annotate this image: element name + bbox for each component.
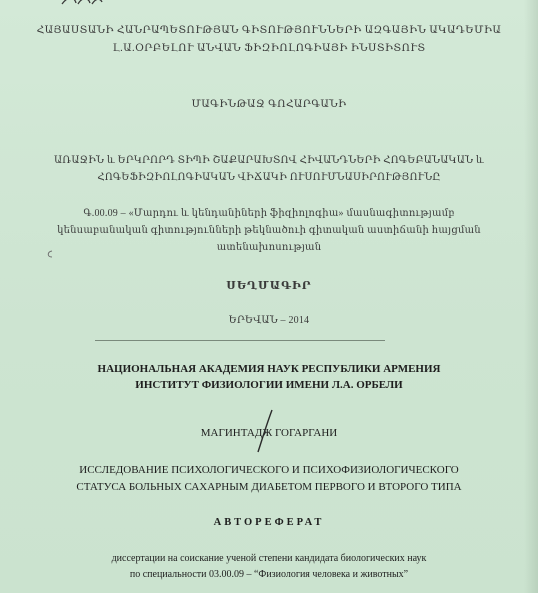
russian-dissertation-line2: по специальности 03.00.09 – “Физиология человека и животных” [129, 569, 409, 580]
russian-institution-line2: ИНСТИТУТ ФИЗИОЛОГИИ ИМЕНИ Л.А. ОРБЕЛИ [135, 379, 403, 391]
russian-title-line1: ИССЛЕДОВАНИЕ ПСИХОЛОГИЧЕСКОГО И ПСИХОФИЗИОЛОГИЧЕСКОГО [79, 464, 459, 476]
armenian-title-line1: ԱՌԱՋԻՆ և ԵՐԿՐՈՐԴ ՏԻՊԻ ՇԱՔԱՐԱԽՏՈՎ ՀԻՎԱՆԴՆԵՐԻ ՀՈԳԵԲԱՆԱԿԱՆ և [53, 155, 485, 166]
armenian-doc-type: ՍԵՂՄԱԳԻՐ [226, 280, 312, 292]
armenian-institution-line2: Լ.Ա.ՕՐԲԵԼՈՒ ԱՆՎԱՆ ՖԻԶԻՈԼՈԳԻԱՅԻ ԻՆՍՏԻՏՈՒՏ [112, 43, 426, 54]
armenian-specialty-line1: Գ.00.09 – «Մարդու և կենդանիների ֆիզիոլոգիա» մասնագիտությամբ [83, 208, 455, 219]
page-edge-shadow [524, 0, 538, 593]
armenian-title-line2: ՀՈԳԵՖԻԶԻՈԼՈԳԻԱԿԱՆ ՎԻՃԱԿԻ ՈՒՍՈՒՄՆԱՍԻՐՈՒԹՅՈՒՆԸ [97, 172, 441, 183]
russian-dissertation-line1: диссертации на соискание ученой степени кандидата биологических наук [111, 553, 427, 564]
armenian-specialty-line3: ատենախոսության [216, 242, 322, 253]
handwritten-mark [60, 0, 104, 8]
russian-title-line2: СТАТУСА БОЛЬНЫХ САХАРНЫМ ДИАБЕТОМ ПЕРВОГО И ВТОРОГО ТИПА [76, 481, 462, 493]
russian-doc-type: АВТОРЕФЕРАТ [213, 517, 325, 528]
russian-author: МАГИНТАДЖ ГОГАРГАНИ [200, 427, 338, 439]
armenian-city-year: ԵՐԵՎԱՆ – 2014 [228, 315, 310, 326]
armenian-specialty-line2: կենսաբանական գիտությունների թեկնածուի գիտական աստիճանի հայցման [57, 225, 481, 236]
section-divider [95, 340, 385, 341]
armenian-institution-line1: ՀԱՅԱՍՏԱՆԻ ՀԱՆՐԱՊԵՏՈՒԹՅԱՆ ԳԻՏՈՒԹՅՈՒՆՆԵՐԻ ԱԶԳԱՅԻՆ ԱԿԱԴԵՄԻԱ [36, 25, 502, 36]
armenian-author: ՄԱԳԻՆԹԱՋ ԳՈՀԱՐԳԱՆԻ [191, 99, 347, 110]
russian-institution-line1: НАЦИОНАЛЬНАЯ АКАДЕМИЯ НАУК РЕСПУБЛИКИ АРМЕНИЯ [97, 363, 441, 375]
pencil-mark [44, 249, 54, 262]
